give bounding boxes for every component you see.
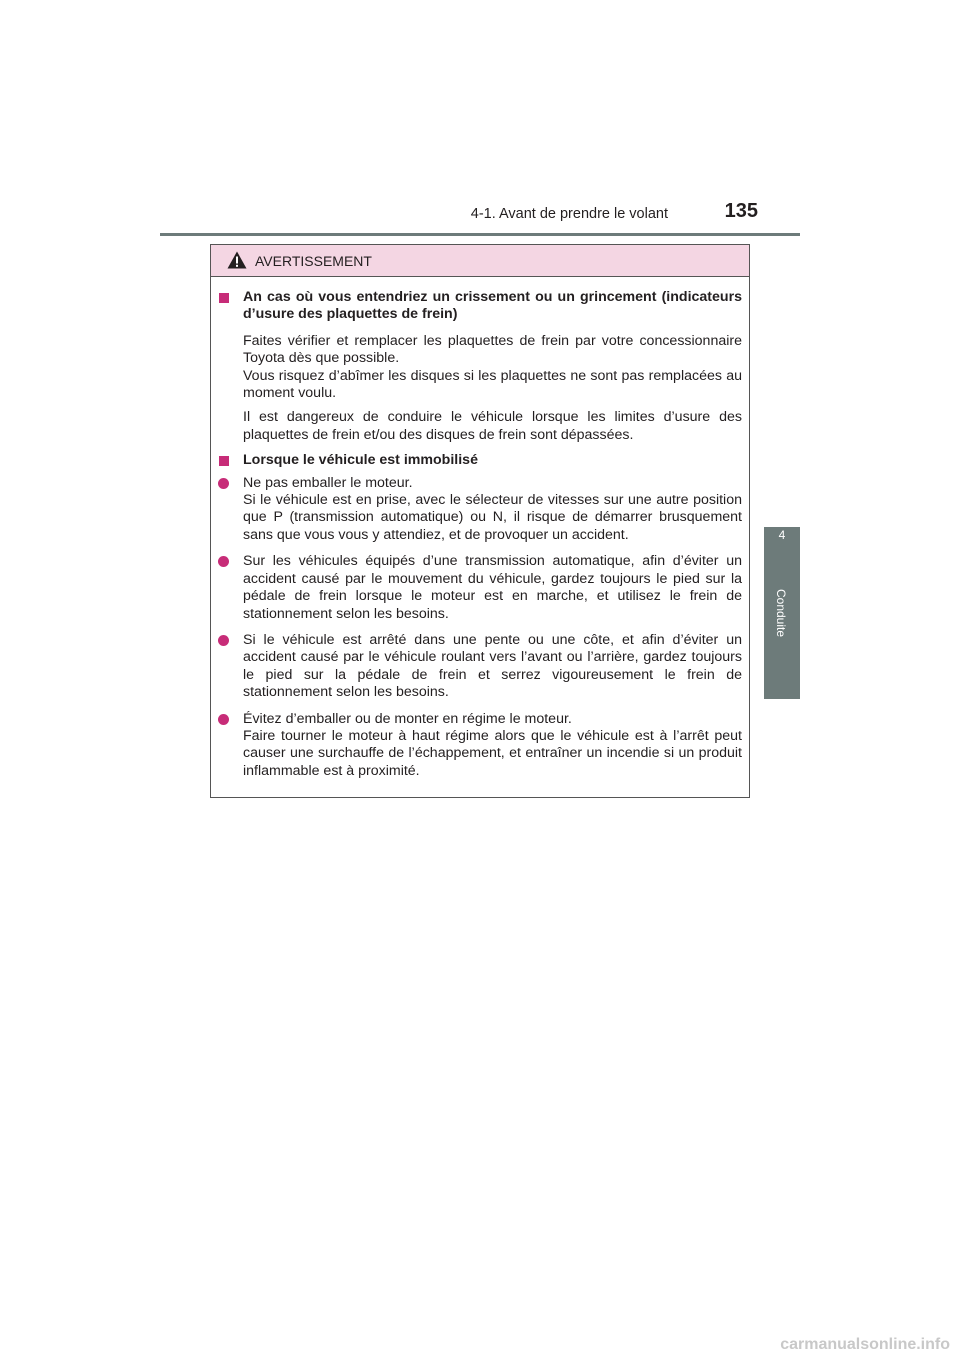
paragraph: Vous risquez d’abîmer les disques si les plaquettes ne sont pas remplacées au moment voulu. [243,367,742,402]
header-rule [160,233,800,236]
warning-title: AVERTISSEMENT [255,253,372,269]
chapter-number: 4 [778,528,786,542]
square-bullet-icon [219,293,229,303]
item-title: Lorsque le véhicule est immobilisé [243,452,478,469]
warning-triangle-icon [227,251,247,274]
sub-item-lead: Évitez d’emballer ou de monter en régime le moteur. [243,710,572,727]
sub-item [243,475,742,545]
sub-item-text: Faire tourner le moteur à haut régime alors que le véhicule est à l’arrêt peut causer une surchauffe de l’échappement, et entraîner un incendie si un produit inflammable est à proximité. [243,727,742,779]
round-bullet-icon [218,635,229,646]
sub-item [243,632,742,702]
warning-box [210,244,750,798]
chapter-label: Conduite [774,588,788,638]
round-bullet-icon [218,556,229,567]
round-bullet-icon [218,478,229,489]
sub-item-lead: Ne pas emballer le moteur. [243,474,413,491]
round-bullet-icon [218,714,229,725]
section-title: 4-1. Avant de prendre le volant [470,206,668,222]
item-title: An cas où vous entendriez un crissement ou un grincement (indicateurs d’usure des plaquettes de frein) [243,289,742,323]
page-number: 135 [724,200,758,222]
paragraph: Faites vérifier et remplacer les plaquettes de frein par votre concessionnaire Toyota dès que possible. [243,332,742,367]
paragraph: Il est dangereux de conduire le véhicule lorsque les limites d’usure des plaquettes de frein et/ou des disques de frein sont dépassées. [243,409,742,443]
sub-item-text: Si le véhicule est arrêté dans une pente ou une côte, et afin d’éviter un accident causé par le véhicule roulant vers l’avant ou l’arrière, gardez toujours le pied sur la pédale de frein et serrez vigoureusement le frein de stationnement selon les besoins. [243,631,742,701]
chapter-tab [764,527,800,699]
warning-item-immobilized [218,452,742,780]
warning-header [211,245,749,277]
sub-item-text: Sur les véhicules équipés d’une transmission automatique, afin d’éviter un accident causé par le mouvement du véhicule, gardez toujours le pied sur la pédale de frein lorsque le moteur est en marche, et utilisez le frein de stationnement selon les besoins. [243,553,742,622]
sub-item-text: Si le véhicule est en prise, avec le sélecteur de vitesses sur une autre position que P (transmission automatique) ou N, il risque de démarrer brusquement sans que vous vous y attendiez, et de provoquer un accident. [243,492,742,543]
watermark: carmanualsonline.info [780,1336,950,1353]
sub-item [243,711,742,781]
square-bullet-icon [219,456,229,466]
warning-body [211,277,749,780]
page-header [160,202,800,236]
sub-item [243,553,742,623]
warning-item-brake-pads [218,289,742,444]
